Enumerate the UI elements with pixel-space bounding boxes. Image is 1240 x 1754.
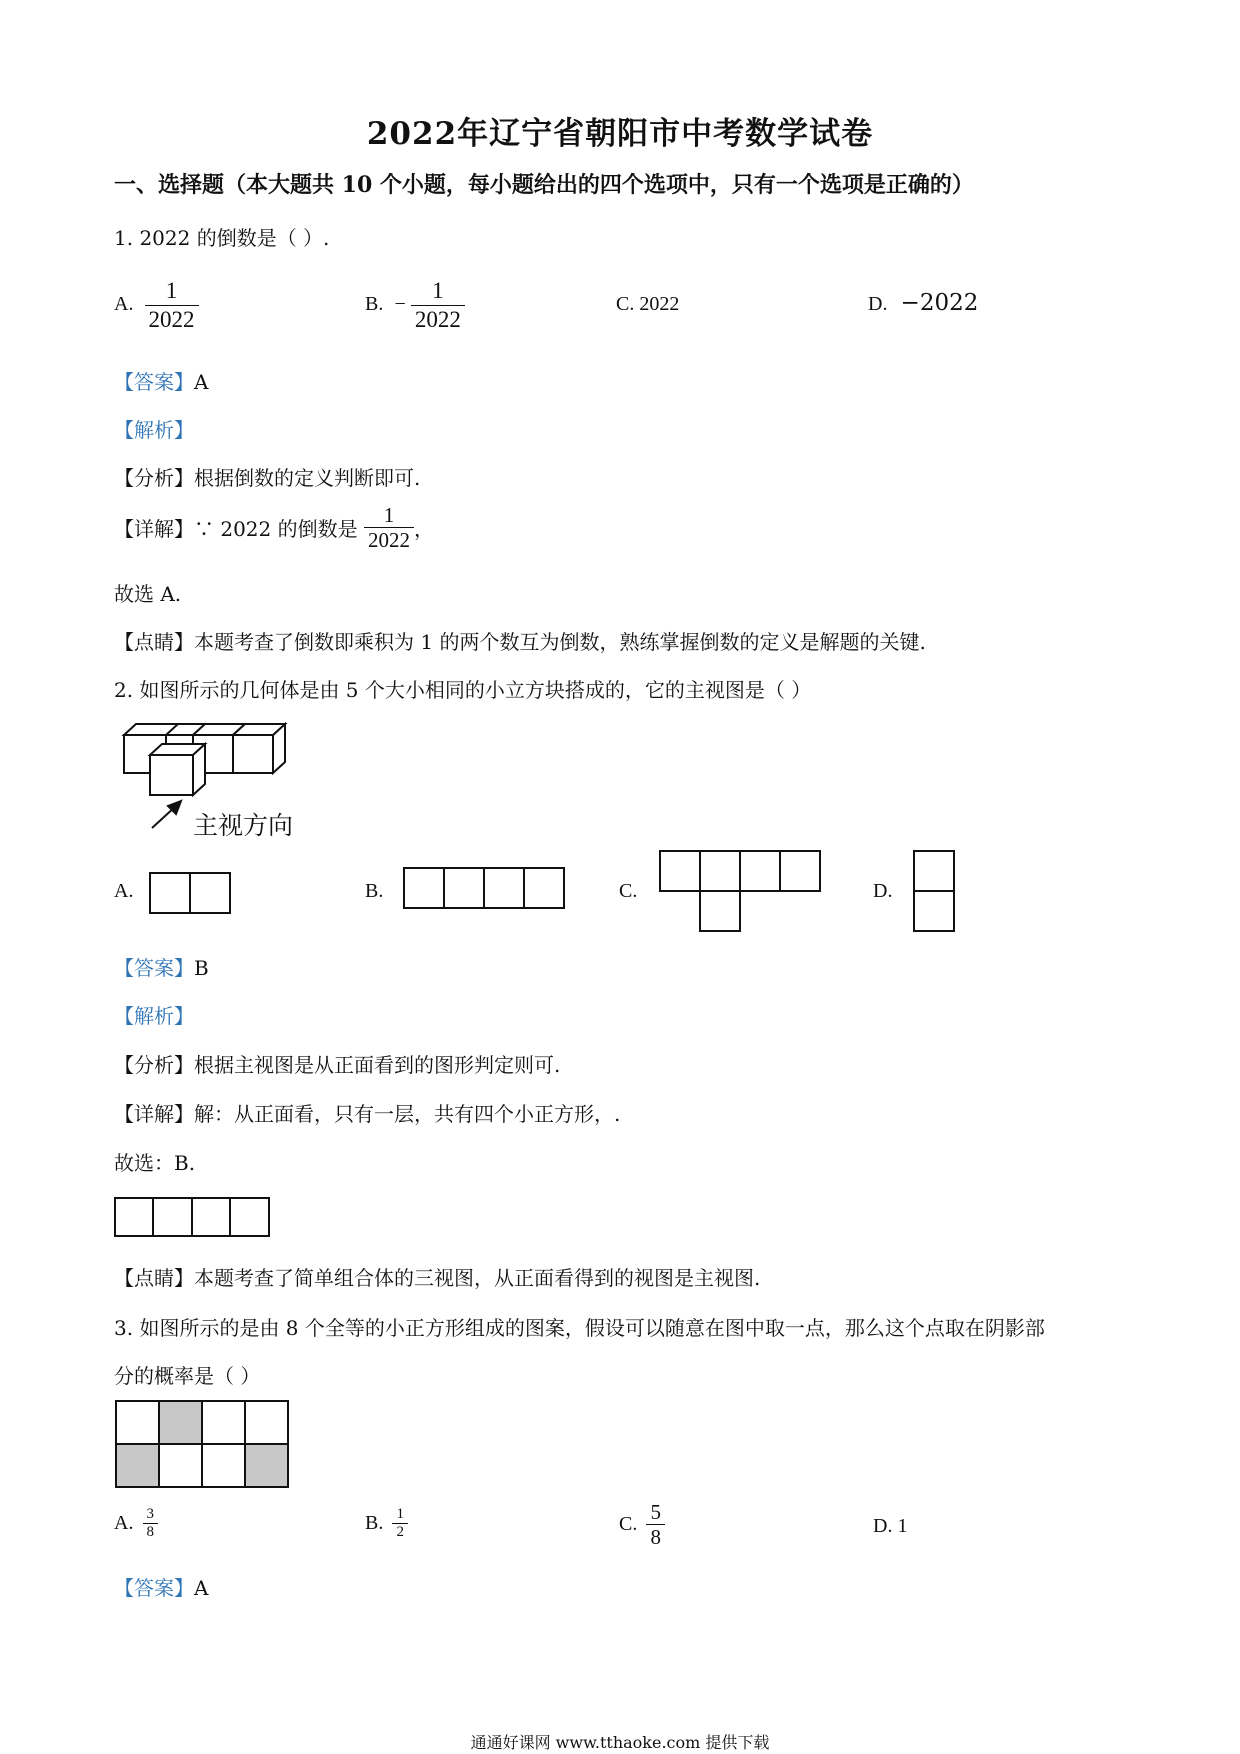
comment-text: 本题考查了倒数即乘积为 1 的两个数互为倒数，熟练掌握倒数的定义是解题的关键. bbox=[194, 630, 926, 654]
option-label: B. bbox=[365, 1512, 384, 1534]
option-label: A. bbox=[114, 293, 134, 315]
page-title: 2022年辽宁省朝阳市中考数学试卷 bbox=[366, 116, 874, 152]
direction-label: 主视方向 bbox=[193, 811, 294, 840]
detail-text: 解：从正面看，只有一层，共有四个小正方形，. bbox=[194, 1102, 621, 1126]
detail-tag: 【详解】 bbox=[114, 517, 194, 541]
option-label: B. bbox=[365, 293, 384, 315]
numerator: 1 bbox=[383, 503, 395, 527]
detail-comma: ， bbox=[413, 517, 434, 541]
numerator: 1 bbox=[432, 278, 444, 303]
analysis-tag: 【分析】 bbox=[114, 466, 194, 490]
q2-option-b-label: B. bbox=[365, 880, 384, 902]
answer-value: A bbox=[194, 1576, 209, 1600]
q2-choose: 故选：B. bbox=[114, 1151, 196, 1175]
option-label: C. bbox=[619, 1513, 638, 1535]
q3-option-d: D. 1 bbox=[873, 1515, 908, 1537]
numerator: 5 bbox=[650, 1500, 661, 1524]
q1-option-c: C. 2022 bbox=[616, 293, 680, 315]
fraction bbox=[392, 1506, 408, 1541]
q3-option-a bbox=[114, 1506, 158, 1541]
denominator: 8 bbox=[646, 1524, 665, 1549]
q3-option-c bbox=[619, 1500, 665, 1549]
grid-cell bbox=[116, 1401, 159, 1444]
shaded-cell bbox=[245, 1444, 288, 1487]
q3-option-b bbox=[365, 1506, 408, 1541]
section-heading: 一、选择题（本大题共 10 个小题，每小题给出的四个选项中，只有一个选项是正确的） bbox=[114, 172, 974, 198]
fraction bbox=[143, 1506, 159, 1541]
option-label: D. bbox=[868, 293, 888, 315]
option-label: A. bbox=[114, 1512, 134, 1534]
grid-cell bbox=[202, 1444, 245, 1487]
q3-stem-line2: 分的概率是（ ） bbox=[114, 1364, 261, 1388]
comment-text: 本题考查了简单组合体的三视图，从正面看得到的视图是主视图. bbox=[194, 1266, 761, 1290]
q2-option-d-label: D. bbox=[873, 880, 893, 902]
q1-jiexi: 【解析】 bbox=[114, 418, 194, 442]
page-footer: 通通好课网 www.tthaoke.com 提供下载 bbox=[470, 1733, 770, 1752]
shaded-cell bbox=[159, 1401, 202, 1444]
comment-tag: 【点睛】 bbox=[114, 1266, 194, 1290]
option-value: −2022 bbox=[900, 290, 979, 316]
q1-stem: 1. 2022 的倒数是（ ）. bbox=[114, 226, 330, 250]
denominator: 8 bbox=[143, 1523, 159, 1541]
answer-value: B bbox=[194, 956, 209, 980]
denominator: 2022 bbox=[411, 305, 465, 334]
analysis-text: 根据倒数的定义判断即可. bbox=[194, 466, 421, 490]
q1-choose: 故选 A. bbox=[114, 582, 182, 606]
answer-tag: 【答案】 bbox=[114, 1576, 194, 1600]
numerator: 1 bbox=[165, 278, 178, 303]
answer-tag: 【答案】 bbox=[114, 956, 194, 980]
fraction bbox=[646, 1500, 665, 1549]
numerator: 3 bbox=[146, 1506, 155, 1522]
answer-tag: 【答案】 bbox=[114, 370, 194, 394]
numerator: 1 bbox=[396, 1506, 404, 1522]
q2-option-a-label: A. bbox=[114, 880, 134, 902]
detail-text: ∵ 2022 的倒数是 bbox=[194, 517, 358, 541]
q3-stem-line1: 3. 如图所示的是由 8 个全等的小正方形组成的图案，假设可以随意在图中取一点，那么这个点取在阴影部 bbox=[114, 1316, 1045, 1340]
shaded-cell bbox=[116, 1444, 159, 1487]
analysis-text: 根据主视图是从正面看到的图形判定则可. bbox=[194, 1053, 561, 1077]
grid-cell bbox=[245, 1401, 288, 1444]
denominator: 2022 bbox=[364, 527, 414, 552]
q2-stem: 2. 如图所示的几何体是由 5 个大小相同的小立方块搭成的，它的主视图是（ ） bbox=[114, 678, 812, 702]
denominator: 2022 bbox=[145, 305, 199, 334]
q3-grid-figure bbox=[115, 1400, 291, 1488]
analysis-tag: 【分析】 bbox=[114, 1053, 194, 1077]
comment-tag: 【点睛】 bbox=[114, 630, 194, 654]
q3-answer bbox=[114, 1572, 208, 1601]
denominator: 2 bbox=[392, 1523, 408, 1541]
minus-sign: − bbox=[394, 293, 406, 315]
grid-cell bbox=[202, 1401, 245, 1444]
q2-comment bbox=[114, 1262, 760, 1291]
detail-tag: 【详解】 bbox=[114, 1102, 194, 1126]
answer-value: A bbox=[194, 370, 209, 394]
grid-cell bbox=[159, 1444, 202, 1487]
q2-jiexi: 【解析】 bbox=[114, 1004, 194, 1028]
q2-option-c-label: C. bbox=[619, 880, 638, 902]
